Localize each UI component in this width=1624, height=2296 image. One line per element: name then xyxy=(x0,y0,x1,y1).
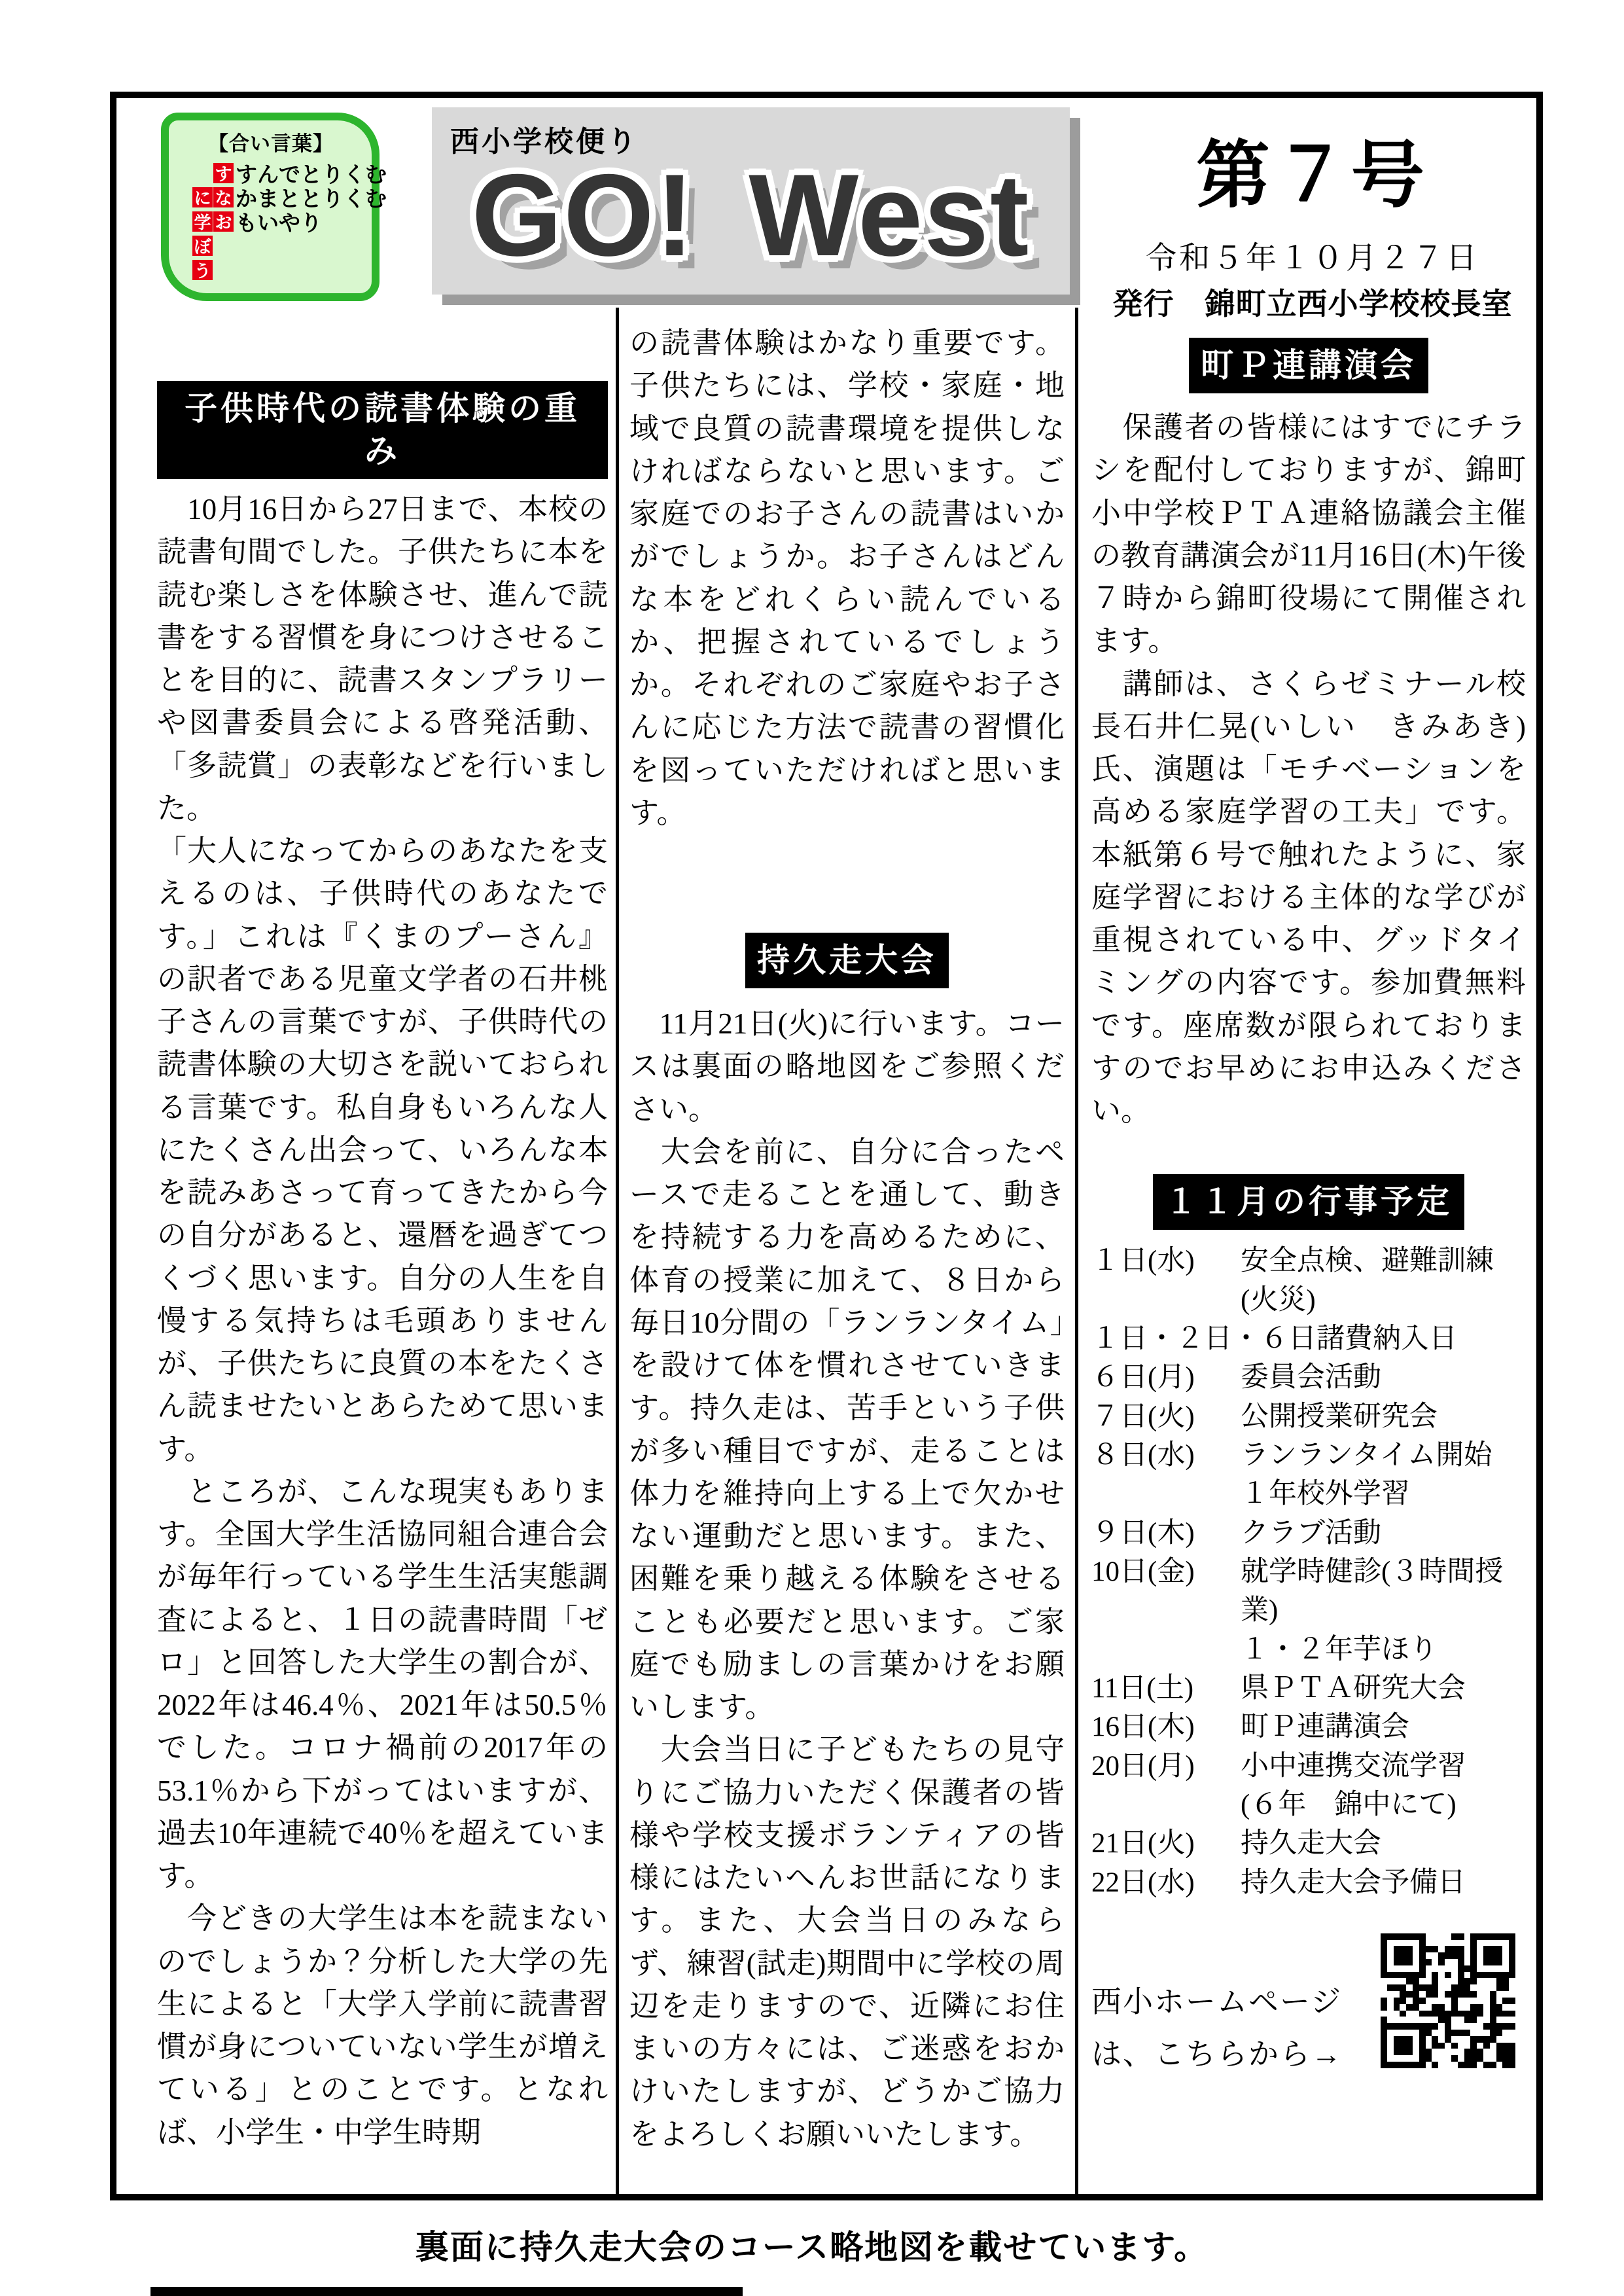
paragraph: 10月16日から27日まで、本校の読書旬間でした。子供たちに本を読む楽しさを体験させ、進んで読書をする習慣を身につけさせることを目的に、読書スタンプラリーや図書委員会による啓発活動、「多読賞」の表彰などを行いました。 xyxy=(157,493,608,825)
schedule-row xyxy=(1091,1397,1526,1436)
schedule-row xyxy=(1091,1747,1526,1825)
schedule-row xyxy=(1091,1824,1526,1863)
footer-note: 裏面に持久走大会のコース略地図を載せています。 xyxy=(415,2230,1209,2267)
schedule-date: ６日(月) xyxy=(1091,1362,1195,1393)
homepage-label-line1: 西小ホームページ xyxy=(1091,1984,1343,2018)
schedule-event: 委員会活動 xyxy=(1241,1362,1381,1393)
schedule-event: 持久走大会予備日 xyxy=(1241,1867,1466,1898)
slogan-row-text: かまととりくむ xyxy=(236,187,387,211)
slogan-row-text: すんでとりくむ xyxy=(236,162,387,187)
schedule-date: 11日(土) xyxy=(1091,1672,1194,1704)
column-1 xyxy=(116,308,616,2194)
schedule-row xyxy=(1091,1669,1526,1708)
qr-code xyxy=(1377,1929,1519,2072)
newsletter-frame xyxy=(110,92,1543,2200)
schedule-row xyxy=(1091,1358,1526,1397)
slogan-red-char-left xyxy=(192,163,213,183)
schedule-row xyxy=(1091,1242,1526,1319)
issue-date: 令和５年１０月２７日 xyxy=(1146,240,1479,275)
schedule-row xyxy=(1091,1863,1526,1902)
slogan-title: 【合い言葉】 xyxy=(208,132,334,155)
schedule-event: 小中連携交流学習 (６年 錦中にて) xyxy=(1241,1750,1466,1820)
schedule-row xyxy=(1091,1436,1526,1514)
slogan-red-char-right: お xyxy=(213,211,234,232)
slogan-row xyxy=(192,259,366,281)
schedule-date: １日(水) xyxy=(1091,1246,1195,1277)
schedule-row xyxy=(1091,1552,1526,1669)
article-reading-title: 子供時代の読書体験の重み xyxy=(157,381,608,479)
slogan-box xyxy=(161,113,387,301)
slogan-row-text: もいやり xyxy=(236,211,322,235)
slogan-red-char-right xyxy=(213,236,234,256)
schedule-event: 公開授業研究会 xyxy=(1241,1401,1438,1432)
schedule-date: 10日(金) xyxy=(1091,1556,1195,1587)
schedule-row xyxy=(1091,1319,1526,1358)
paragraph: の読書体験はかなり重要です。子供たちには、学校・家庭・地域で良質の読書環境を提供しなければならないと思います。ご家庭でのお子さんの読書はいかがでしょうか。お子さんはどんな本をどれくらい読んでいるか、把握されているでしょうか。それぞれのご家庭やお子さんに応じた方法で読書の習慣化を図っていただければと思います。 xyxy=(629,327,1065,829)
schedule-event: 諸費納入日 xyxy=(1316,1323,1457,1354)
schedule-list xyxy=(1091,1242,1526,1902)
slogan-red-char-right: す xyxy=(213,163,234,183)
schedule-event: 安全点検、避難訓練(火災) xyxy=(1241,1246,1494,1316)
schedule-date: １日・２日・６日 xyxy=(1091,1323,1316,1354)
schedule-event: クラブ活動 xyxy=(1241,1517,1381,1549)
schedule-date: ７日(火) xyxy=(1091,1401,1195,1432)
article-lecture-title: 町Ｐ連講演会 xyxy=(1189,338,1428,393)
schedule-event: 県ＰＴＡ研究大会 xyxy=(1241,1672,1466,1704)
slogan-rows xyxy=(192,162,387,281)
paragraph: 保護者の皆様にはすでにチラシを配付しておりますが、錦町小中学校ＰＴＡ連絡協議会主催の教育講演会が11月16日(木)午後７時から錦町役場にて開催されます。 xyxy=(1091,411,1526,658)
homepage-label xyxy=(1091,1976,1377,2081)
slogan-red-char-left: ぼ xyxy=(192,236,213,256)
article-reading-continuation xyxy=(629,322,1065,834)
paragraph: 11月21日(火)に行います。コースは裏面の略地図をご参照ください。 xyxy=(629,1007,1065,1126)
columns xyxy=(116,308,1536,2194)
schedule-date: 21日(火) xyxy=(1091,1828,1195,1859)
schedule-date: ８日(水) xyxy=(1091,1439,1195,1471)
schedule-title: １１月の行事予定 xyxy=(1153,1174,1464,1230)
homepage-row xyxy=(1091,1929,1526,2081)
issue-number: 第７号 xyxy=(1197,134,1428,216)
article-reading-body xyxy=(157,488,608,2154)
paragraph: 講師は、さくらゼミナール校長石井仁晃(いしい きみあき)氏、演題は「モチベーションを高める家庭学習の工夫」です。本紙第６号で触れたように、家庭学習における主体的な学びが重視されている中、グッドタイミングの内容です。参加費無料です。座席数が限られておりますのでお早めにお申込みください。 xyxy=(1091,667,1526,1127)
schedule-date: 20日(月) xyxy=(1091,1750,1195,1782)
slogan-red-char-right xyxy=(213,260,234,280)
masthead xyxy=(116,98,1536,321)
slogan-row xyxy=(192,234,366,257)
schedule-event: 就学時健診(３時間授業) １・２年芋ほり xyxy=(1241,1556,1504,1665)
slogan-red-char-left: 学 xyxy=(192,211,213,232)
schedule-row xyxy=(1091,1708,1526,1746)
schedule-date: 22日(水) xyxy=(1091,1867,1195,1898)
scan-edge-strip xyxy=(150,2287,743,2296)
slogan-red-char-right: な xyxy=(213,187,234,207)
paragraph: 「大人になってからのあなたを支えるのは、子供時代のあなたです。」これは『くまのプーさん』の訳者である児童文学者の石井桃子さんの言葉ですが、子供時代の読書体験の大切さを説いておられる言葉です。私自身もいろんな人にたくさん出会って、いろんな本を読みあさって育ってきたから今の自分があると、還暦を過ぎてつくづく思います。自分の人生を自慢する気持ちは毛頭ありませんが、子供たちに良質の本をたくさん読ませたいとあらためて思います。 xyxy=(157,834,608,1465)
slogan-red-char-left: に xyxy=(192,187,213,207)
logo-box xyxy=(432,107,1070,295)
schedule-event: ランランタイム開始 １年校外学習 xyxy=(1241,1439,1492,1510)
column-3 xyxy=(1075,308,1536,2194)
slogan-row xyxy=(192,186,387,211)
issue-block xyxy=(1103,117,1522,323)
paragraph: 大会当日に子どもたちの見守りにご協力いただく保護者の皆様や学校支援ボランティアの皆様にはたいへんお世話になります。また、大会当日のみならず、練習(試走)期間中に学校の周辺を走りますので、近隣にお住まいの方々には、ご迷惑をおかけいたしますが、どうかご協力をよろしくお願いいたします。 xyxy=(629,1733,1065,2151)
paragraph: 今どきの大学生は本を読まないのでしょうか？分析した大学の先生によると「大学入学前に読書習慣が身についていない学生が増えている」とのことです。となれば、小学生・中学生時期 xyxy=(157,1902,608,2149)
issue-publisher: 発行 錦町立西小学校校長室 xyxy=(1112,287,1513,321)
article-lecture-body xyxy=(1091,406,1526,1132)
paragraph: 大会を前に、自分に合ったペースで走ることを通して、動きを持続する力を高めるために、体育の授業に加えて、８日から毎日10分間の「ランランタイム」を設けて体を慣れさせていきます。持久走は、苦手という子供が多い種目ですが、走ることは体力を維持向上する上で欠かせない運動だと思います。また、困難を乗り越える体験をさせることも必要だと思います。ご家庭でも励ましの言葉かけをお願いします。 xyxy=(629,1135,1065,1723)
schedule-event: 持久走大会 xyxy=(1241,1828,1381,1859)
go-west-logo: GO! West xyxy=(471,150,1031,280)
schedule-event: 町Ｐ連講演会 xyxy=(1241,1712,1409,1743)
slogan-red-char-left: う xyxy=(192,260,213,280)
article-endurance-title: 持久走大会 xyxy=(745,933,949,988)
schedule-row xyxy=(1091,1514,1526,1552)
article-endurance-body xyxy=(629,1003,1065,2156)
newsletter-label: 西小学校便り xyxy=(450,126,639,158)
paragraph: ところが、こんな現実もあります。全国大学生活協同組合連合会が毎年行っている学生生活実態調査によると、１日の読書時間「ゼロ」と回答した大学生の割合が、2022年は46.4％、2021年は50.5％でした。コロナ禍前の2017年の53.1％から下がってはいますが、過去10年連続で40％を超えています。 xyxy=(157,1475,608,1892)
column-2 xyxy=(616,308,1075,2194)
slogan-row xyxy=(192,210,366,233)
slogan-row xyxy=(192,162,387,187)
schedule-date: ９日(木) xyxy=(1091,1517,1195,1549)
schedule-date: 16日(木) xyxy=(1091,1712,1195,1743)
homepage-label-line2: は、こちらから→ xyxy=(1091,2037,1343,2072)
